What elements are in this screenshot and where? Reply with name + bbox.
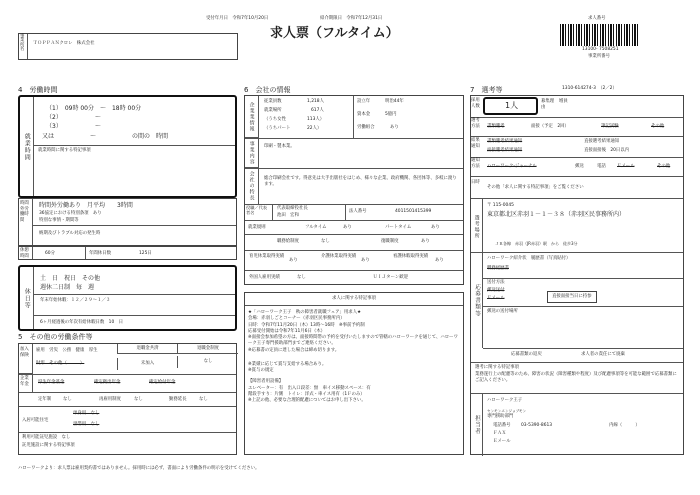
send-label: 送付方法 — [487, 280, 505, 285]
send-3: 直接面接当日に持参 — [547, 291, 597, 303]
site-label: 就業場所 — [264, 108, 282, 113]
page-title: 求人票（フルタイム） — [270, 26, 399, 41]
method-4: その他 — [651, 124, 665, 129]
job-number-label: 求人番号 — [588, 16, 606, 21]
special-line: 日時：令和7年11月20日（木）13時～16時 ※事前予約制 — [248, 322, 365, 328]
received-date: 受付年月日 令和7年10月20日 — [206, 16, 269, 21]
retire-fund: 未加入 — [117, 358, 177, 370]
special-line: エレベーター：有 出入口段差：無 車イス移動スペース：有 — [248, 385, 371, 391]
notice-5: その他 — [657, 164, 671, 169]
paid-leave: 6ヶ月経過後の年次有給休暇日数 10 日 — [40, 320, 124, 325]
purpose-label: 募集理由 — [541, 99, 555, 110]
retire-fund-label: 退職金共済 — [117, 344, 177, 354]
corp-num-label: 法人番号 — [345, 204, 370, 220]
founded: 明治44年 — [385, 99, 404, 104]
special-line: ※上記の他、必要な合理的配慮についてはお申し出下さい。 — [248, 398, 366, 403]
special-line: ※応募書の定員に達した場合は締め切ります。 — [248, 347, 340, 353]
break: 60分 — [45, 251, 55, 256]
part-rule: あり — [431, 225, 440, 230]
method-3: 筆記試験 — [601, 124, 619, 129]
rejoin: あり — [421, 239, 430, 244]
insurance-2: 財形 その他（ ） — [36, 361, 85, 366]
special-title: 求人に関する特記事項 — [245, 293, 463, 306]
overtime: 時間外労働あり 月平均 3時間 — [39, 202, 133, 209]
pension-3: 確定給付年金 — [149, 380, 176, 385]
time-4: 又は ～ の間の 時間 — [42, 133, 169, 140]
agreement: 36協定における特別条項 あり — [39, 211, 102, 216]
officer-name: 池田 宏和 — [277, 213, 299, 218]
nursing-leave-label: 看護休暇取得実績 — [393, 254, 429, 259]
time-2: （2） ～ — [46, 114, 101, 121]
kyujitsu-label: 休日等 — [20, 267, 34, 329]
extension-label: 勤務延長 — [169, 397, 187, 402]
ext-label: 内線（ ） — [609, 423, 640, 428]
access: ＪＲ各線 赤羽（JR赤羽）駅 から 徒歩3分 — [495, 241, 578, 246]
other-conditions-box — [18, 343, 237, 455]
email-label: Ｅメール — [493, 439, 511, 444]
special-line: 階段手すり：片側 トイレ：洋式・車イス用有（1Ｆのみ） — [248, 391, 365, 397]
women-label: （うち女性 — [264, 117, 286, 122]
method-label: 選考方法 — [471, 118, 480, 129]
purpose: 増員 — [559, 99, 568, 104]
capital: 5億円 — [385, 112, 397, 117]
special-notes-box — [244, 292, 464, 455]
fax-label: ＦＡＸ — [493, 431, 507, 436]
special-line: 【障害者用設備】 — [248, 379, 284, 385]
office-name-box — [18, 33, 238, 60]
shugyo-label: 就業時間 — [20, 97, 34, 196]
office-code: 1310-614274-3 （2／2） — [562, 86, 617, 91]
dorm-1: 単身用 なし — [73, 411, 100, 416]
mandatory-label: 定年制 — [38, 397, 52, 402]
foreign-label: 外国人雇用実績 — [249, 275, 280, 280]
notice-4: Ｅメール — [617, 164, 635, 169]
union-label: 労働組合 — [357, 125, 375, 130]
method-2: 面接（予定 2回） — [531, 124, 569, 129]
officer-label: 役職／代表者名 — [245, 204, 273, 220]
childcare: 利用可能託児施設 なし — [22, 435, 71, 440]
break-box — [18, 246, 237, 260]
special-line: ★「ハローワーク王子 秋の障害者就職フェア」用求人★ — [248, 310, 362, 315]
dorm-2: 世帯用 なし — [73, 422, 100, 427]
business-label: 事業内容 — [245, 138, 259, 168]
care-leave: あり — [361, 258, 370, 263]
send-2: Ｅメール — [487, 296, 505, 301]
nursing-leave: あり — [435, 258, 444, 263]
part: 22人） — [307, 126, 322, 131]
retire-system: なし — [177, 356, 238, 368]
overtime-box — [18, 198, 237, 246]
result-1: 書類選考結果通知 — [487, 139, 523, 144]
postal: 〒 115-0045 — [487, 203, 514, 208]
phone: 03-5390-8613 — [521, 423, 553, 428]
rules-label: 就業規則 — [248, 225, 266, 230]
section-5-title: 5 その他の労働条件等 — [18, 333, 93, 341]
officer-title: 代表取締役社長 — [277, 206, 308, 211]
result-2: 面接選考結果通知 — [487, 148, 523, 153]
special-label: 選考に関する特記事項 — [475, 365, 519, 370]
resume: 職務経歴書 — [487, 266, 509, 271]
section-4-title: 4 労働時間 — [18, 86, 58, 94]
send-1: 郵送送付 — [487, 288, 505, 293]
business: 印刷・製本業。 — [264, 144, 295, 149]
special-line: ※業績に応じて賞与支給する場合あり。 — [248, 361, 327, 367]
kana: センモンエンジョブモン — [487, 409, 527, 413]
special-line: ※賞与の規定 — [248, 368, 274, 373]
office-name: ＴＯＰＰＡＮクロレ 株式会社 — [33, 41, 95, 46]
founded-label: 設立年 — [357, 99, 371, 104]
holidays: 125日 — [139, 251, 152, 256]
date-label: 日時 — [471, 180, 480, 185]
union: あり — [390, 125, 399, 130]
hires: 1人 — [505, 101, 519, 110]
result-label: 結果通知 — [471, 138, 480, 149]
special-line: 応募受付開始は令和7年11月6日（木） — [248, 328, 326, 334]
company-box — [244, 95, 464, 285]
employees-label: 従業員数 — [264, 99, 282, 104]
capital-label: 資本金 — [357, 112, 371, 117]
trouble: 納期及びトラブル対応の発生時 — [39, 231, 101, 236]
extension: なし — [199, 397, 208, 402]
mandatory: なし — [63, 397, 72, 402]
section-6-title: 6 会社の情報 — [244, 86, 291, 94]
place-label: 選考場所 — [471, 198, 483, 256]
dorm-label: 入居可能住宅 — [22, 418, 49, 423]
pension-1: 厚生年金基金 — [38, 380, 65, 385]
barcode — [560, 24, 638, 46]
break-label: 休憩時間 — [19, 247, 33, 259]
job-limit-label: 職務給制度 — [277, 239, 299, 244]
hw-name: ハローワーク王子 — [487, 398, 523, 403]
women: 113人） — [307, 117, 325, 122]
full-label: フルタイム — [305, 225, 327, 230]
uij: ＵＩＪターン歓迎 — [373, 275, 409, 280]
site-count: 617人 — [311, 108, 324, 113]
special-circ: 特別な事情・期間等 — [39, 218, 79, 223]
special: 業務遂行上の配慮等のため、障害の状況（障害種類や程度）及び配慮事項等を可能な範囲で応募書類にご記入ください。 — [475, 372, 677, 383]
corp-num: 4011501415399 — [395, 209, 432, 214]
job-number: 13100- 7508251 — [582, 47, 619, 52]
days-off-box — [18, 265, 237, 331]
childcare-note: 託児施設に関する特記事項 — [22, 443, 75, 448]
date: その他「求人に関する特記事項」をご覧ください — [487, 185, 584, 190]
special-line: 会場：赤羽しごとコーナー（赤羽区民事務所内） — [248, 316, 345, 322]
disposal: 求人者の責任にて廃棄 — [581, 352, 625, 357]
result-3: 直接選考結果通知 — [584, 139, 620, 144]
result-4: 直接面接後 20日以内 — [584, 148, 630, 153]
selection-box — [470, 95, 684, 455]
childcare-leave-label: 育児休業取得実績 — [249, 254, 285, 259]
shugyo-special: 就業時間に関する特記事項 — [38, 148, 91, 153]
address: 東京都北区赤羽１－１－３８（赤羽区民事務所内） — [487, 211, 626, 218]
part-label: （うちパート — [264, 126, 291, 131]
phone-label: 電話番号 — [493, 423, 511, 428]
rejoin-label: 復職制度 — [381, 239, 399, 244]
care-leave-label: 介護休業取得実績 — [321, 254, 357, 259]
deadline: 紹介期限日 令和7年12月31日 — [320, 16, 383, 21]
year-end: 年末年始休暇：１２／２９～１／３ — [40, 298, 111, 303]
office-name-label: 事業所名 — [19, 34, 28, 59]
dept: 専門援助部門 — [487, 414, 514, 419]
pension-label: 企業年金 — [19, 374, 33, 392]
full: あり — [343, 225, 352, 230]
week: 週休二日制 毎 週 — [40, 284, 95, 291]
rehire: なし — [134, 397, 143, 402]
notice-2: 郵送 — [575, 164, 584, 169]
retire-system-label: 退職金制度 — [177, 344, 238, 354]
person-label: 担当者 — [471, 393, 483, 456]
holidays-label: 年間休日数 — [85, 247, 114, 259]
notice-3: 電話 — [597, 164, 606, 169]
time-3: （3） ～ — [46, 123, 101, 130]
insurance-label: 加入保険 — [19, 344, 33, 374]
notice-label: 通知方法 — [471, 158, 480, 169]
job-limit: なし — [321, 239, 330, 244]
employees: 1,218人 — [307, 99, 324, 104]
part-rule-label: パートタイム — [385, 225, 412, 230]
section-7-title: 7 選考等 — [470, 86, 503, 94]
return: 応募書類の返戻 — [511, 352, 542, 357]
rehire-label: 再雇用制度 — [99, 397, 121, 402]
feature: 総合印刷会社です。得意先は大手出版社をはじめ、様々な企業、政府機関、各団体等、多岐に渡ります。 — [264, 176, 457, 187]
time-1: （1） 09時 00分 ～ 18時 00分 — [46, 105, 142, 112]
special-body — [248, 310, 462, 404]
pension-2: 確定拠出年金 — [94, 380, 121, 385]
childcare-leave: あり — [289, 258, 298, 263]
feature-label: 会社の特長 — [245, 168, 259, 204]
special-line: ※面接会参加希望の方は、面接時間帯の予約を受付いたしますので管轄のハローワークを通じて、ハローワーク王子専門援助部門までご連絡ください。 — [248, 335, 458, 347]
hw-doc: ハローワーク紹介状 履歴書（写真貼付） — [487, 256, 571, 261]
company-label: 企業業情報 — [245, 96, 259, 138]
days-off: 土 日 祝日 その他 — [40, 275, 101, 282]
insurance: 雇用 労災 公務 健康 厚生 — [36, 348, 98, 353]
foreign: なし — [297, 275, 306, 280]
method-1: 書類選考 — [487, 124, 505, 129]
docs-label: 応募書類等 — [471, 252, 483, 348]
notice-1: ハローワーク-ジャーナル — [487, 164, 537, 169]
footer-note: ハローワークより：求人票は雇用契約書ではありません。採用時には必ず、書面により労働条件の明示を受けてください。 — [18, 466, 260, 471]
overtime-label: 時間外労働時間 — [19, 199, 33, 245]
hires-label: 採用人数 — [471, 98, 480, 109]
send-dest: 郵送の送付場所 — [487, 309, 518, 314]
working-hours-box — [18, 95, 237, 198]
office-number-label: 事業所番号 — [588, 54, 610, 59]
